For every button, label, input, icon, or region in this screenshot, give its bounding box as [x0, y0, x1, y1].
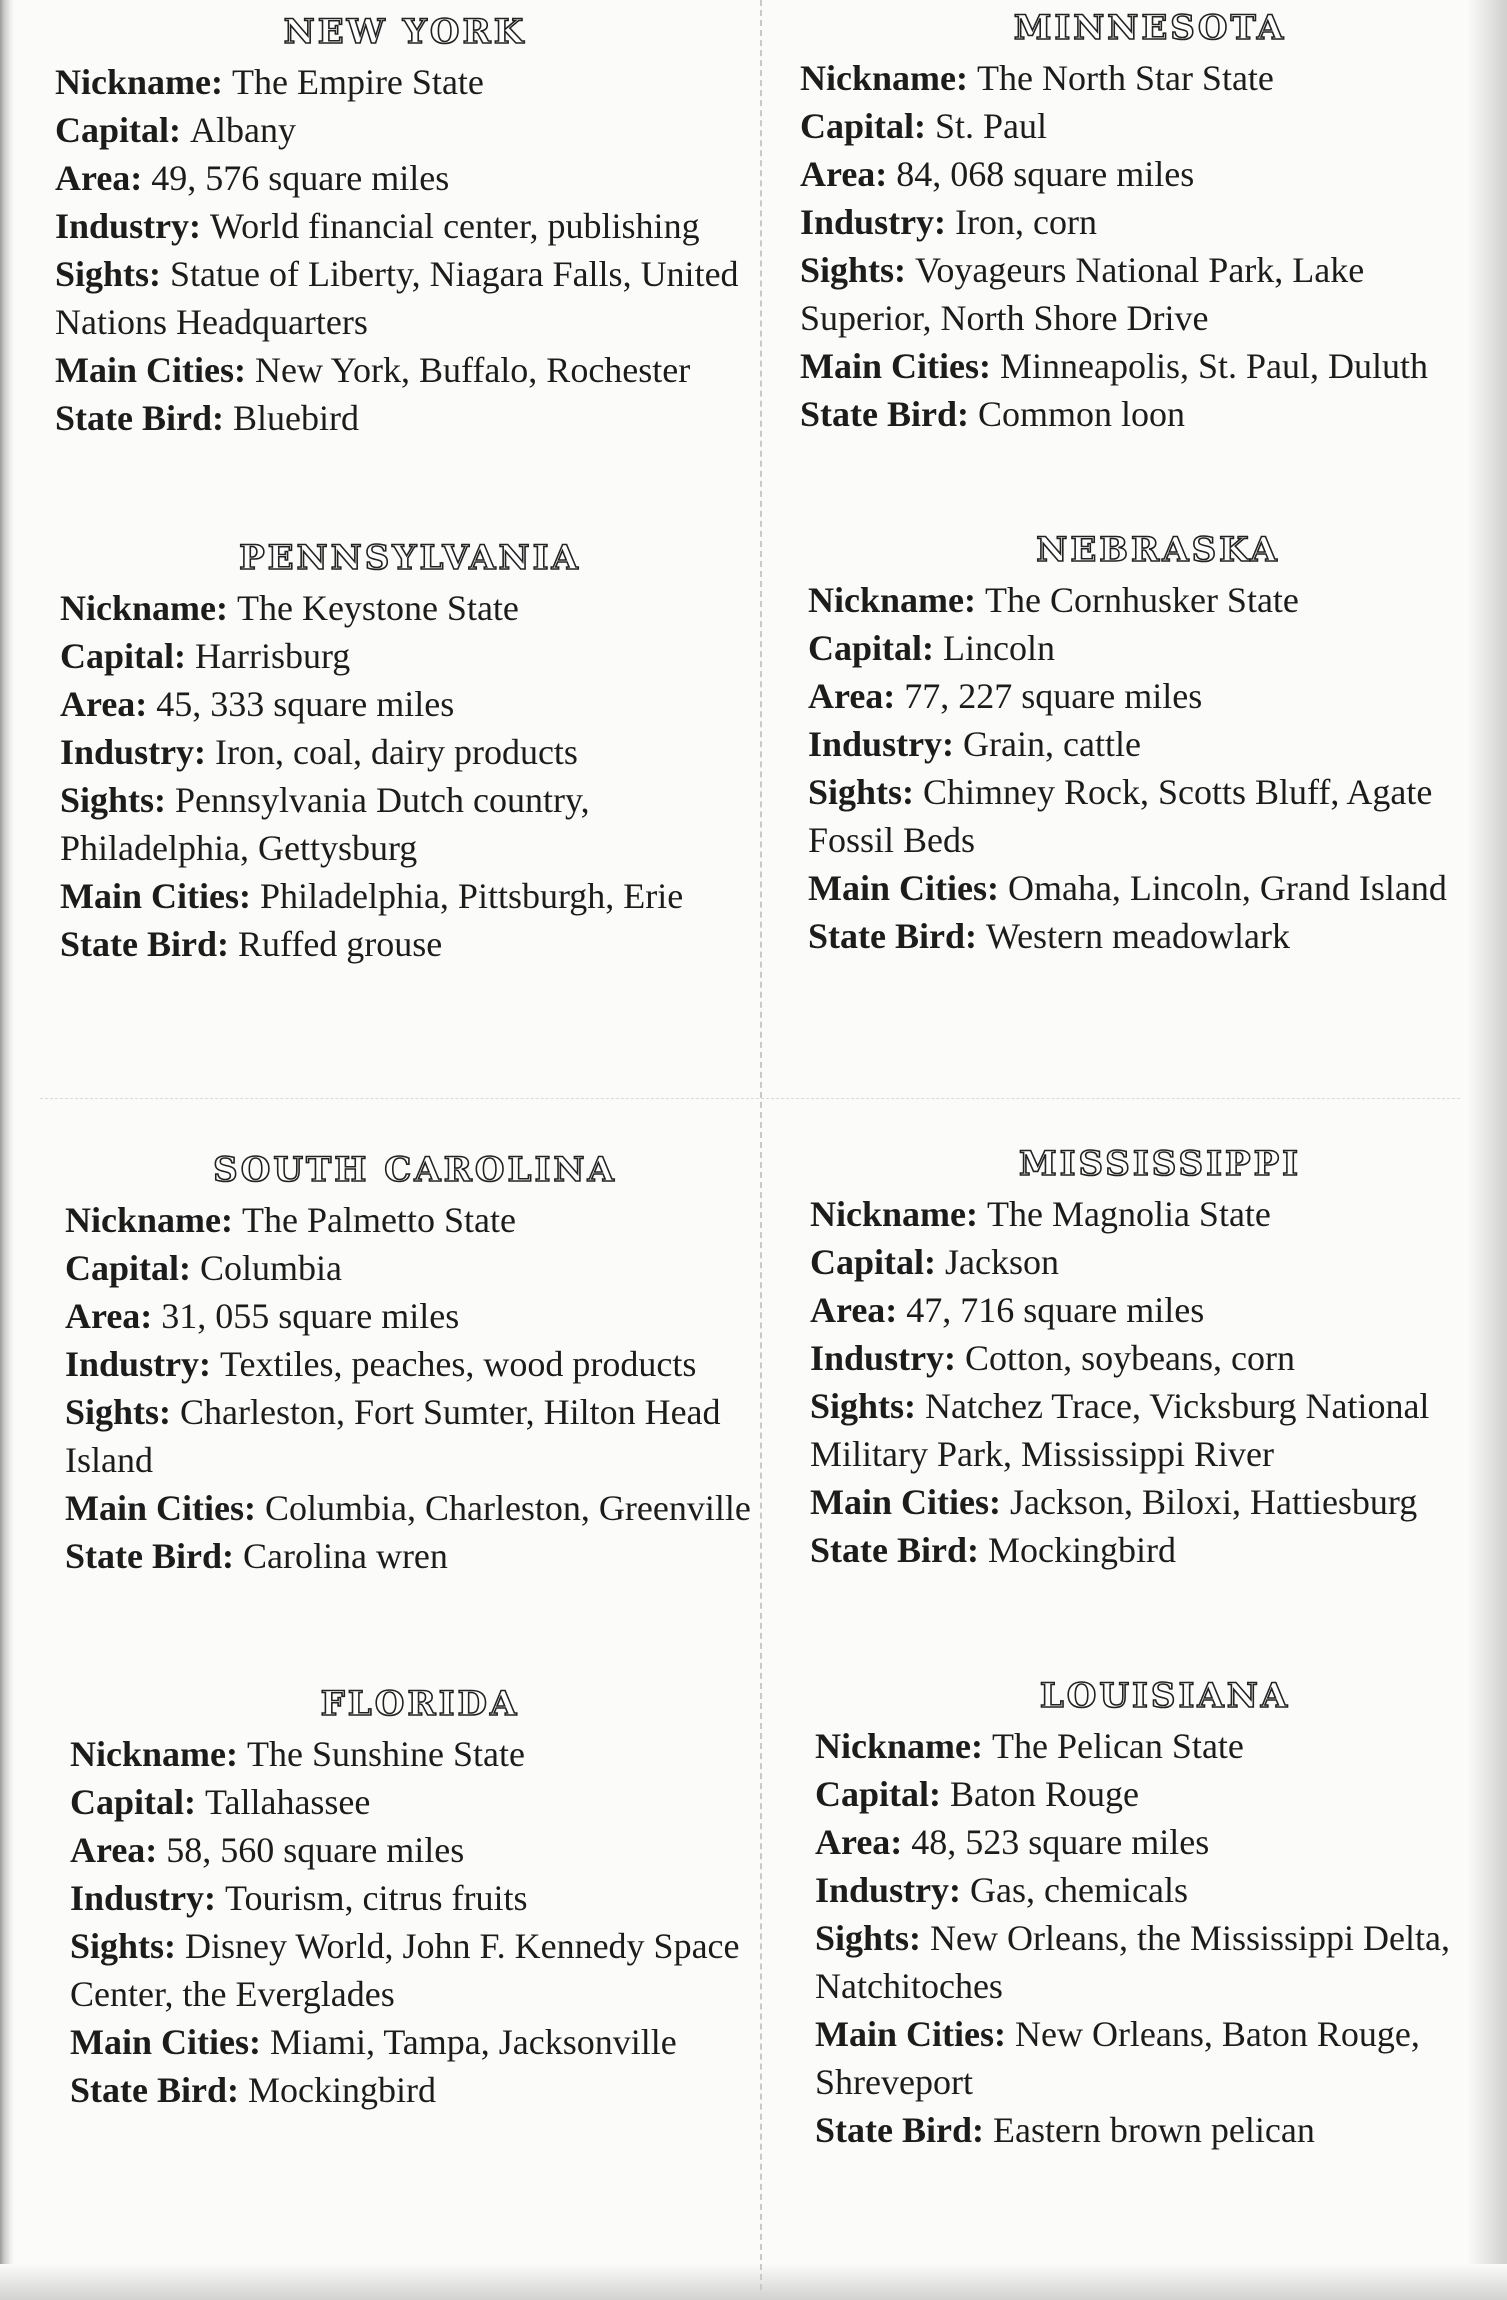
area-row — [55, 154, 755, 202]
main-cities-label: Main Cities: — [60, 876, 251, 916]
industry-label: Industry: — [65, 1344, 212, 1384]
nickname-row — [810, 1190, 1507, 1238]
nickname-row — [815, 1722, 1507, 1770]
state-bird-value: Mockingbird — [987, 1530, 1176, 1570]
capital-value: Jackson — [945, 1242, 1059, 1282]
nickname-value: The Magnolia State — [986, 1194, 1271, 1234]
nickname-value: The Palmetto State — [241, 1200, 516, 1240]
industry-value: World financial center, publishing — [210, 206, 700, 246]
state-title: MINNESOTA — [1013, 8, 1287, 48]
page-bottom-edge-shadow — [0, 2264, 1507, 2300]
state-bird-label: State Bird: — [815, 2110, 984, 2150]
main-cities-label: Main Cities: — [65, 1488, 256, 1528]
nickname-row — [65, 1196, 765, 1244]
state-bird-row — [65, 1532, 765, 1580]
nickname-row — [800, 54, 1500, 102]
sights-label: Sights: — [815, 1918, 922, 1958]
main-cities-row — [808, 864, 1507, 912]
sights-row — [810, 1382, 1507, 1478]
nickname-label: Nickname: — [55, 62, 223, 102]
capital-row — [70, 1778, 770, 1826]
state-card-louisiana — [815, 1676, 1507, 2154]
area-value: 48, 523 square miles — [911, 1822, 1210, 1862]
capital-row — [800, 102, 1500, 150]
industry-label: Industry: — [815, 1870, 962, 1910]
state-bird-row — [55, 394, 755, 442]
state-bird-label: State Bird: — [810, 1530, 979, 1570]
industry-value: Grain, cattle — [963, 724, 1141, 764]
area-label: Area: — [65, 1296, 153, 1336]
nickname-value: The Empire State — [231, 62, 484, 102]
main-cities-label: Main Cities: — [70, 2022, 261, 2062]
industry-row — [70, 1874, 770, 1922]
area-row — [808, 672, 1507, 720]
nickname-row — [55, 58, 755, 106]
capital-label: Capital: — [65, 1248, 191, 1288]
main-cities-label: Main Cities: — [55, 350, 246, 390]
nickname-value: The North Star State — [976, 58, 1274, 98]
state-bird-value: Eastern brown pelican — [992, 2110, 1315, 2150]
main-cities-row — [800, 342, 1500, 390]
state-bird-value: Bluebird — [232, 398, 359, 438]
industry-value: Gas, chemicals — [970, 1870, 1188, 1910]
main-cities-row — [65, 1484, 765, 1532]
state-bird-value: Ruffed grouse — [237, 924, 443, 964]
state-bird-row — [60, 920, 760, 968]
sights-value: New Orleans, the Mississippi Delta, Natchitoches — [815, 1918, 1450, 2006]
sights-row — [60, 776, 760, 872]
state-bird-row — [810, 1526, 1507, 1574]
area-row — [810, 1286, 1507, 1334]
nickname-value: The Keystone State — [236, 588, 519, 628]
area-label: Area: — [55, 158, 143, 198]
state-title: NEW YORK — [283, 12, 527, 52]
industry-row — [810, 1334, 1507, 1382]
sights-label: Sights: — [810, 1386, 917, 1426]
state-card-nebraska — [808, 530, 1507, 960]
main-cities-row — [70, 2018, 770, 2066]
state-card-mississippi — [810, 1144, 1507, 1574]
main-cities-row — [55, 346, 755, 394]
main-cities-label: Main Cities: — [810, 1482, 1001, 1522]
capital-value: Albany — [190, 110, 296, 150]
capital-label: Capital: — [815, 1774, 941, 1814]
industry-label: Industry: — [60, 732, 207, 772]
sights-row — [55, 250, 755, 346]
industry-label: Industry: — [70, 1878, 217, 1918]
sights-label: Sights: — [800, 250, 907, 290]
nickname-row — [70, 1730, 770, 1778]
capital-label: Capital: — [60, 636, 186, 676]
capital-row — [65, 1244, 765, 1292]
industry-row — [65, 1340, 765, 1388]
sights-label: Sights: — [65, 1392, 172, 1432]
state-title: PENNSYLVANIA — [239, 538, 581, 578]
capital-value: Harrisburg — [195, 636, 351, 676]
area-label: Area: — [70, 1830, 158, 1870]
area-value: 84, 068 square miles — [896, 154, 1195, 194]
industry-row — [55, 202, 755, 250]
main-cities-row — [60, 872, 760, 920]
sights-row — [65, 1388, 765, 1484]
state-card-pennsylvania — [60, 538, 760, 968]
state-bird-label: State Bird: — [800, 394, 969, 434]
main-cities-row — [810, 1478, 1507, 1526]
nickname-label: Nickname: — [800, 58, 968, 98]
state-title: FLORIDA — [320, 1684, 520, 1724]
sights-value: Charleston, Fort Sumter, Hilton Head Island — [65, 1392, 721, 1480]
state-bird-value: Common loon — [977, 394, 1186, 434]
area-row — [800, 150, 1500, 198]
main-cities-value: Omaha, Lincoln, Grand Island — [1007, 868, 1447, 908]
capital-value: Columbia — [200, 1248, 342, 1288]
main-cities-value: New York, Buffalo, Rochester — [254, 350, 691, 390]
area-value: 45, 333 square miles — [156, 684, 455, 724]
industry-label: Industry: — [810, 1338, 957, 1378]
main-cities-value: Minneapolis, St. Paul, Duluth — [999, 346, 1428, 386]
sights-row — [70, 1922, 770, 2018]
capital-row — [60, 632, 760, 680]
capital-row — [810, 1238, 1507, 1286]
sights-label: Sights: — [60, 780, 167, 820]
state-card-minnesota — [800, 8, 1500, 438]
state-bird-value: Carolina wren — [242, 1536, 448, 1576]
area-value: 58, 560 square miles — [166, 1830, 465, 1870]
state-title: LOUISIANA — [1039, 1676, 1291, 1716]
industry-row — [808, 720, 1507, 768]
nickname-value: The Cornhusker State — [984, 580, 1299, 620]
state-bird-value: Western meadowlark — [985, 916, 1290, 956]
capital-value: Lincoln — [943, 628, 1055, 668]
state-bird-row — [815, 2106, 1507, 2154]
area-value: 47, 716 square miles — [906, 1290, 1205, 1330]
sights-value: Natchez Trace, Vicksburg National Military Park, Mississippi River — [810, 1386, 1430, 1474]
capital-row — [55, 106, 755, 154]
area-label: Area: — [60, 684, 148, 724]
nickname-label: Nickname: — [60, 588, 228, 628]
sights-row — [815, 1914, 1507, 2010]
state-bird-value: Mockingbird — [247, 2070, 436, 2110]
industry-row — [60, 728, 760, 776]
industry-value: Cotton, soybeans, corn — [965, 1338, 1296, 1378]
page-left-edge-shadow — [0, 0, 14, 2300]
industry-value: Tourism, citrus fruits — [225, 1878, 528, 1918]
industry-label: Industry: — [808, 724, 955, 764]
area-row — [60, 680, 760, 728]
state-bird-label: State Bird: — [65, 1536, 234, 1576]
state-card-south-carolina — [65, 1150, 765, 1580]
capital-label: Capital: — [808, 628, 934, 668]
state-bird-label: State Bird: — [55, 398, 224, 438]
capital-row — [815, 1770, 1507, 1818]
sights-value: Chimney Rock, Scotts Bluff, Agate Fossil Beds — [808, 772, 1433, 860]
capital-row — [808, 624, 1507, 672]
state-title: NEBRASKA — [1036, 530, 1280, 570]
sights-row — [800, 246, 1500, 342]
industry-value: Textiles, peaches, wood products — [220, 1344, 697, 1384]
industry-label: Industry: — [55, 206, 202, 246]
capital-label: Capital: — [55, 110, 181, 150]
sights-value: Statue of Liberty, Niagara Falls, United Nations Headquarters — [55, 254, 739, 342]
sights-value: Pennsylvania Dutch country, Philadelphia, Gettysburg — [60, 780, 590, 868]
main-cities-value: Columbia, Charleston, Greenville — [264, 1488, 751, 1528]
area-label: Area: — [800, 154, 888, 194]
industry-row — [800, 198, 1500, 246]
state-card-new-york — [55, 12, 755, 442]
state-bird-label: State Bird: — [60, 924, 229, 964]
industry-row — [815, 1866, 1507, 1914]
state-title: MISSISSIPPI — [1018, 1144, 1302, 1184]
capital-label: Capital: — [800, 106, 926, 146]
industry-value: Iron, coal, dairy products — [215, 732, 578, 772]
state-title: SOUTH CAROLINA — [213, 1150, 617, 1190]
area-row — [70, 1826, 770, 1874]
main-cities-value: Miami, Tampa, Jacksonville — [269, 2022, 677, 2062]
horizontal-dashed-cut-line — [40, 1098, 1460, 1099]
sights-label: Sights: — [55, 254, 162, 294]
nickname-row — [808, 576, 1507, 624]
sights-value: Disney World, John F. Kennedy Space Center, the Everglades — [70, 1926, 740, 2014]
capital-label: Capital: — [70, 1782, 196, 1822]
area-label: Area: — [808, 676, 896, 716]
area-value: 49, 576 square miles — [151, 158, 450, 198]
nickname-label: Nickname: — [808, 580, 976, 620]
capital-label: Capital: — [810, 1242, 936, 1282]
sights-row — [808, 768, 1507, 864]
main-cities-label: Main Cities: — [815, 2014, 1006, 2054]
state-bird-row — [70, 2066, 770, 2114]
area-row — [65, 1292, 765, 1340]
nickname-value: The Pelican State — [991, 1726, 1244, 1766]
industry-label: Industry: — [800, 202, 947, 242]
main-cities-value: New Orleans, Baton Rouge, Shreveport — [815, 2014, 1420, 2102]
main-cities-value: Jackson, Biloxi, Hattiesburg — [1009, 1482, 1418, 1522]
capital-value: Tallahassee — [205, 1782, 371, 1822]
area-label: Area: — [810, 1290, 898, 1330]
sights-label: Sights: — [70, 1926, 177, 1966]
area-label: Area: — [815, 1822, 903, 1862]
state-bird-row — [808, 912, 1507, 960]
nickname-label: Nickname: — [65, 1200, 233, 1240]
state-bird-label: State Bird: — [70, 2070, 239, 2110]
nickname-value: The Sunshine State — [246, 1734, 525, 1774]
main-cities-row — [815, 2010, 1507, 2106]
nickname-label: Nickname: — [70, 1734, 238, 1774]
main-cities-label: Main Cities: — [808, 868, 999, 908]
sights-value: Voyageurs National Park, Lake Superior, North Shore Drive — [800, 250, 1365, 338]
industry-value: Iron, corn — [955, 202, 1097, 242]
state-card-florida — [70, 1684, 770, 2114]
sights-label: Sights: — [808, 772, 915, 812]
capital-value: Baton Rouge — [950, 1774, 1139, 1814]
area-row — [815, 1818, 1507, 1866]
state-bird-label: State Bird: — [808, 916, 977, 956]
nickname-label: Nickname: — [810, 1194, 978, 1234]
capital-value: St. Paul — [935, 106, 1048, 146]
nickname-label: Nickname: — [815, 1726, 983, 1766]
nickname-row — [60, 584, 760, 632]
main-cities-label: Main Cities: — [800, 346, 991, 386]
main-cities-value: Philadelphia, Pittsburgh, Erie — [259, 876, 684, 916]
state-bird-row — [800, 390, 1500, 438]
area-value: 31, 055 square miles — [161, 1296, 460, 1336]
area-value: 77, 227 square miles — [904, 676, 1203, 716]
